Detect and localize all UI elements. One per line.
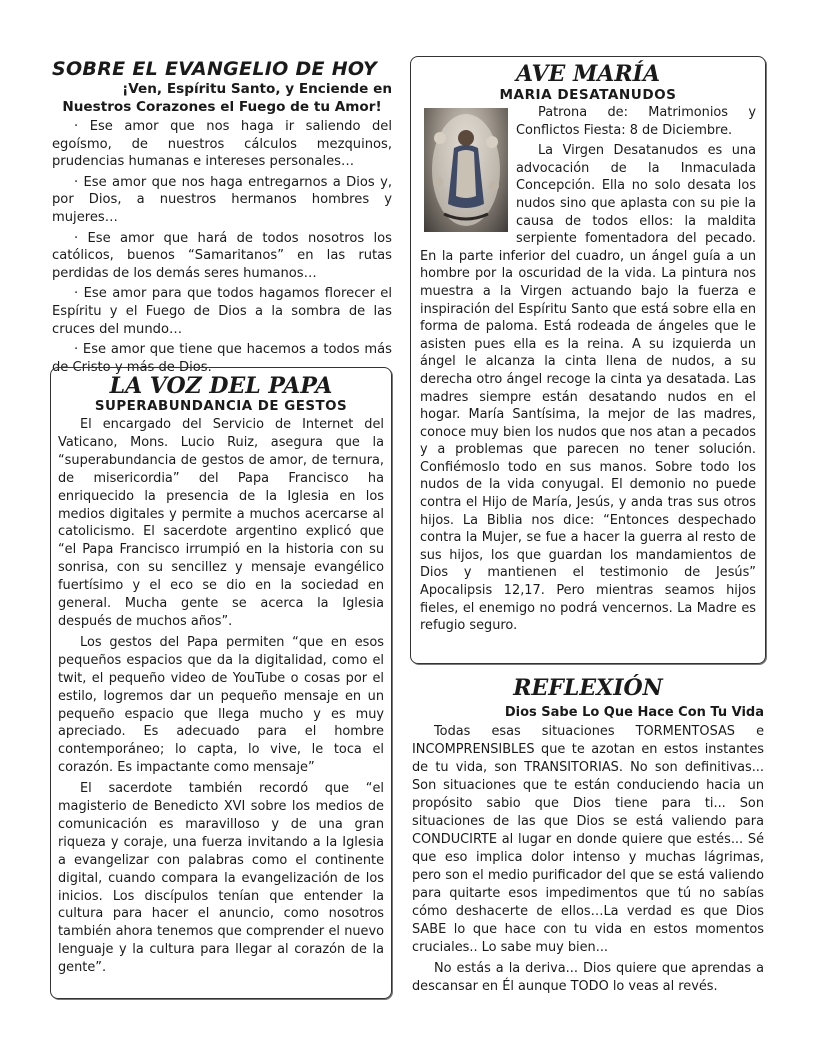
- evangelio-paragraph: · Ese amor que nos haga entregarnos a Dios y, por Dios, a nuestros hermanos hombres y mujeres…: [52, 174, 392, 225]
- papa-paragraph: Los gestos del Papa permiten “que en esos pequeños espacios que da la digitalidad, como el twit, el pequeño video de YouTube o cosas por el estilo, logremos dar un pequeño mensaje en un pequeño espacio que llega mucho y es muy apreciado. Es adecuado para el hombre contemporáneo; lo capta, lo vive, le toca el corazón. Es impactante como mensaje”: [58, 634, 384, 776]
- reflexion-title: REFLEXIÓN: [513, 675, 663, 701]
- papa-section: [58, 374, 384, 977]
- ave-section: [420, 62, 756, 635]
- papa-title: LA VOZ DEL PAPA: [109, 373, 333, 399]
- evangelio-subtitle-line1: ¡Ven, Espíritu Santo, y Enciende en: [122, 81, 392, 97]
- papa-paragraph: El sacerdote también recordó que “el magisterio de Benedicto XVI sobre los medios de comunicación es maravilloso y de una gran riqueza y coraje, una fuerza invitando a la Iglesia a evangelizar con palabras como el continente digital, cuando compara la evangelización de los inicios. Los discípulos tenían que entender la cultura para hacer el anuncio, como nosotros también ahora tenemos que comprender el nuevo lenguaje y la cultura para llegar al corazón de la gente”.: [58, 781, 384, 976]
- ave-paragraph: La Virgen Desatanudos es una advocación de la Inmaculada Concepción. Ella no solo desata los nudos sino que aplasta con su pie la causa de todos ellos: la maldita serpiente fomentadora del pecado. En la parte inferior del cuadro, un ángel guía a un hombre por la oscuridad de la vida. La pintura nos muestra a la Virgen actuando bajo la fuerza e inspiración del Espíritu Santo que está sobre ella en forma de paloma. Está rodeada de ángeles que le asisten pues ella es la reina. A su izquierda un ángel le alcanza la cinta llena de nudos, a su derecha otro ángel recoge la cinta ya desatada. Las madres siempre están desatando nudos en el hogar. María Santísima, la mejor de las madres, conoce muy bien los nudos que nos atan a pecados y a problemas que parecen no tener solución. Confiémoslo todo en sus manos. Sobre todo los nudos de la vida conyugal. El demonio no puede contra el Hijo de María, Jesús, y anda tras sus otros hijos. La Biblia nos dice: “Entonces despechado contra la Mujer, se fue a hacer la guerra al resto de sus hijos, los que guardan los mandamientos de Dios y mantienen el testimonio de Jesús” Apocalipsis 12,17. Pero mientras seamos hijos fieles, el enemigo no podrá vencernos. La Madre es refugio seguro.: [420, 143, 756, 634]
- reflexion-subtitle: Dios Sabe Lo Que Hace Con Tu Vida: [504, 705, 764, 720]
- virgin-figure-icon: [424, 108, 508, 232]
- virgen-desatanudos-image: [424, 108, 508, 232]
- evangelio-paragraph: · Ese amor que hará de todos nosotros los católicos, buenos “Samaritanos” en las rutas perdidas de los demás seres humanos…: [52, 230, 392, 281]
- ave-paragraph: Patrona de: Matrimonios y Conflictos Fiesta: 8 de Diciembre.: [516, 105, 756, 138]
- evangelio-title: SOBRE EL EVANGELIO DE HOY: [52, 58, 378, 80]
- papa-paragraph: El encargado del Servicio de Internet del Vaticano, Mons. Lucio Ruiz, asegura que la “superabundancia de gestos de amor, de ternura, de misericordia” del Papa Francisco ha enriquecido la presencia de la Iglesia en los medios digitales y permite a muchos acercarse al catolicismo. El sacerdote argentino explicó que “el Papa Francisco irrumpió en la historia con su sonrisa, con su sencillez y mensaje evangélico fuertísimo y el eco se dio en la sociedad en general. Mucha gente se acerca la Iglesia después de muchos años”.: [58, 417, 384, 629]
- reflexion-paragraph: Todas esas situaciones TORMENTOSAS e INCOMPRENSIBLES que te azotan en estos instantes de tu vida, son TRANSITORIAS. No son definitivas... Son situaciones que te están conduciendo hacia un propósito sabio que Dios tiene para ti... Son situaciones de las que Dios se está valiendo para CONDUCIRTE al lugar en donde quiere que estés... Sé que eso implica dolor intenso y muchas lágrimas, pero son el medio purificador del que se está valiendo para quitarte esos impedimentos que tú no sabías cómo deshacerte de ellos…La verdad es que Dios SABE lo que hace con tu vida en estos momentos cruciales.. Lo sabe muy bien...: [412, 724, 764, 955]
- reflexion-paragraph: No estás a la deriva... Dios quiere que aprendas a descansar en Él aunque TODO lo veas al revés.: [412, 961, 764, 994]
- reflexion-section: [412, 676, 764, 996]
- evangelio-section: [52, 58, 392, 376]
- evangelio-paragraph: · Ese amor para que todos hagamos florecer el Espíritu y el Fuego de Dios a la sombra de las cruces del mundo…: [52, 286, 392, 337]
- ave-title: AVE MARÍA: [515, 61, 661, 87]
- evangelio-paragraph: · Ese amor que nos haga ir saliendo del egoísmo, de nuestros cálculos mezquinos, prudencias humanas e intereses personales…: [52, 119, 392, 170]
- evangelio-paragraph: · Ese amor que tiene que hacemos a todos más de Cristo y más de Dios.: [52, 342, 392, 375]
- papa-subtitle: SUPERABUNDANCIA DE GESTOS: [94, 399, 348, 414]
- evangelio-subtitle-line2: Nuestros Corazones el Fuego de tu Amor!: [62, 99, 382, 115]
- ave-subtitle: MARIA DESATANUDOS: [499, 87, 677, 103]
